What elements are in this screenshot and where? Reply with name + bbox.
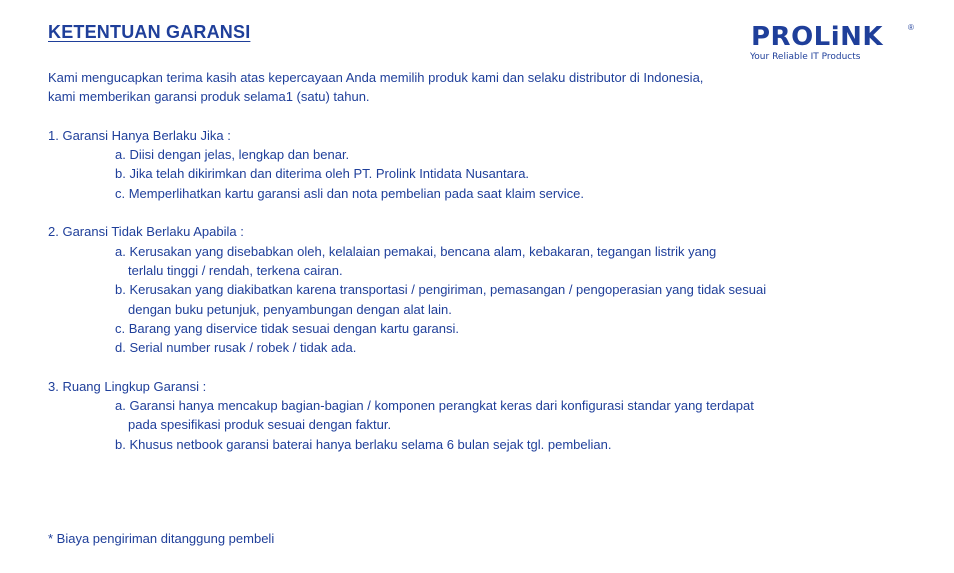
list-item: b. Khusus netbook garansi baterai hanya berlaku selama 6 bulan sejak tgl. pembelian. [115, 436, 612, 452]
list-item: d. Serial number rusak / robek / tidak ada. [115, 340, 357, 356]
registered-mark: ® [908, 23, 914, 32]
list-item: a. Diisi dengan jelas, lengkap dan benar. [115, 147, 350, 163]
list-item: c. Memperlihatkan kartu garansi asli dan nota pembelian pada saat klaim service. [115, 185, 584, 201]
list-item-continuation: dengan buku petunjuk, penyambungan dengan alat lain. [128, 301, 452, 317]
list-item: a. Kerusakan yang disebabkan oleh, kelalaian pemakai, bencana alam, kebakaran, tegangan listrik yang [115, 243, 717, 259]
logo-wordmark: PROLiNK [751, 22, 884, 52]
section-heading: 3. Ruang Lingkup Garansi : [48, 378, 207, 394]
logo-tagline: Your Reliable IT Products [750, 52, 861, 62]
page-title: KETENTUAN GARANSI [48, 22, 251, 42]
intro-line: Kami mengucapkan terima kasih atas kepercayaan Anda memilih produk kami dan selaku distributor di Indonesia, [48, 70, 704, 85]
list-item: b. Jika telah dikirimkan dan diterima oleh PT. Prolink Intidata Nusantara. [115, 166, 530, 182]
section-heading: 2. Garansi Tidak Berlaku Apabila : [48, 224, 244, 240]
list-item: b. Kerusakan yang diakibatkan karena transportasi / pengiriman, pemasangan / pengoperasian yang tidak sesuai [115, 282, 767, 298]
section-heading: 1. Garansi Hanya Berlaku Jika : [48, 127, 231, 143]
list-item: c. Barang yang diservice tidak sesuai dengan kartu garansi. [115, 320, 459, 336]
intro-line: kami memberikan garansi produk selama1 (satu) tahun. [48, 89, 370, 105]
footnote: * Biaya pengiriman ditanggung pembeli [48, 531, 275, 546]
prolink-logo [748, 22, 918, 64]
list-item: a. Garansi hanya mencakup bagian-bagian / komponen perangkat keras dari konfigurasi standar yang terdapat [115, 398, 754, 414]
list-item-continuation: pada spesifikasi produk sesuai dengan faktur. [128, 417, 392, 433]
warranty-terms [48, 68, 928, 454]
list-item-continuation: terlalu tinggi / rendah, terkena cairan. [128, 262, 343, 278]
